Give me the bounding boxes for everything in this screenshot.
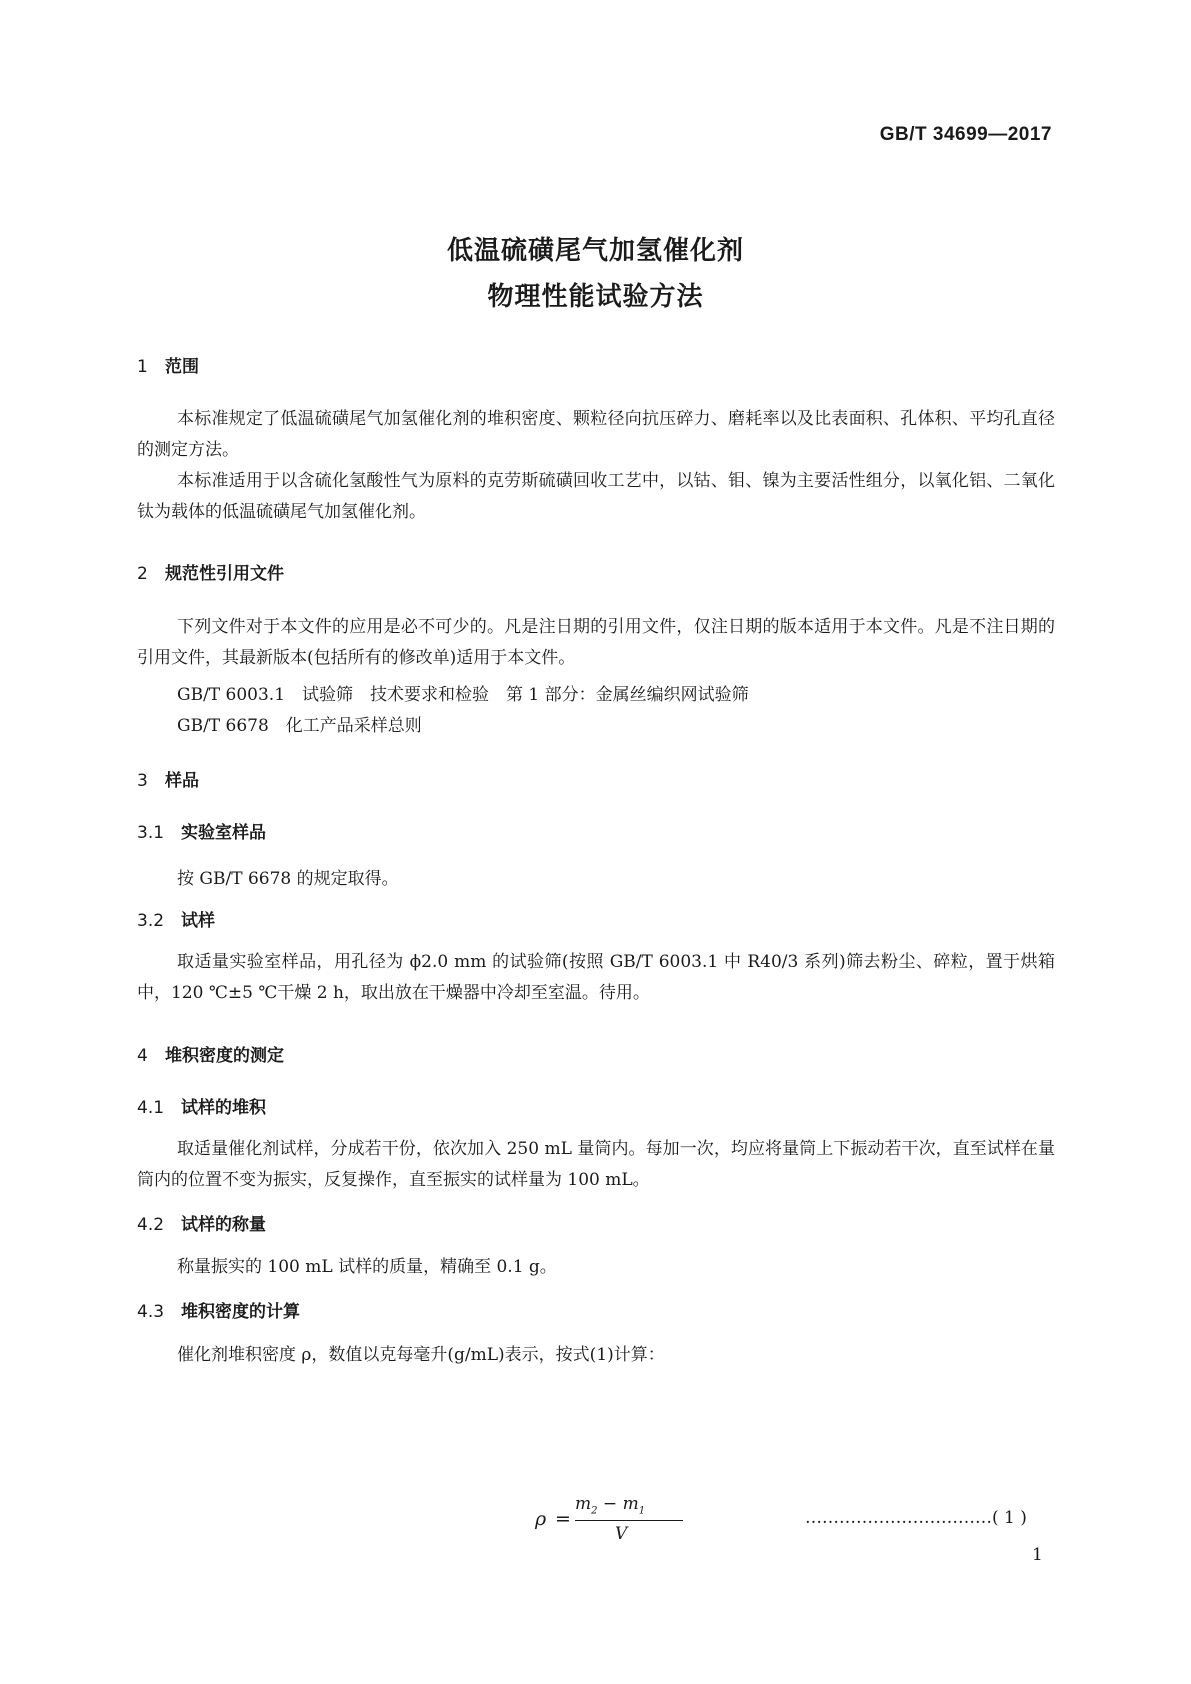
formula-number: ……………………………( 1 ) <box>805 1508 1027 1528</box>
section-3-2-paragraph: 取适量实验室样品，用孔径为 ϕ2.0 mm 的试验筛(按照 GB/T 6003.1 中 R40/3 系列)筛去粉尘、碎粒，置于烘箱中，120 ℃±5 ℃干燥 2 h，取出放在干燥器中冷却至室温。待用。 <box>137 952 1055 1003</box>
section-1-paragraph-1: 本标准规定了低温硫磺尾气加氢催化剂的堆积密度、颗粒径向抗压碎力、磨耗率以及比表面积、孔体积、平均孔直径的测定方法。 <box>137 409 1055 460</box>
section-3-2-heading: 3.2 试样 <box>137 911 215 931</box>
section-3-1-paragraph: 按 GB/T 6678 的规定取得。 <box>177 869 399 889</box>
formula-denominator: V <box>615 1524 628 1544</box>
section-3-1-heading: 3.1 实验室样品 <box>137 823 266 843</box>
section-4-2-heading: 4.2 试样的称量 <box>137 1215 266 1235</box>
section-4-3-paragraph: 催化剂堆积密度 ρ，数值以克每毫升(g/mL)表示，按式(1)计算： <box>177 1345 665 1365</box>
reference-gbt-6003-1: GB/T 6003.1 试验筛 技术要求和检验 第 1 部分：金属丝编织网试验筛 <box>177 685 749 705</box>
document-title-line1: 低温硫磺尾气加氢催化剂 <box>446 236 744 266</box>
section-4-2-paragraph: 称量振实的 100 mL 试样的质量，精确至 0.1 g。 <box>177 1257 557 1277</box>
section-4-heading: 4 堆积密度的测定 <box>137 1046 284 1066</box>
section-4-1-heading: 4.1 试样的堆积 <box>137 1098 266 1118</box>
formula-rho: ρ <box>535 1508 547 1530</box>
document-title-line2: 物理性能试验方法 <box>487 282 704 312</box>
formula-numerator: $m_2 - m_1$ <box>575 1494 646 1517</box>
section-2-heading: 2 规范性引用文件 <box>137 564 284 584</box>
section-2-paragraph: 下列文件对于本文件的应用是必不可少的。凡是注日期的引用文件，仅注日期的版本适用于本文件。凡是不注日期的引用文件，其最新版本(包括所有的修改单)适用于本文件。 <box>137 617 1055 668</box>
reference-gbt-6678: GB/T 6678 化工产品采样总则 <box>177 716 422 736</box>
section-1-heading: 1 范围 <box>137 357 199 377</box>
section-3-heading: 3 样品 <box>137 771 199 791</box>
standard-code: GB/T 34699—2017 <box>879 124 1052 145</box>
section-1-paragraph-2: 本标准适用于以含硫化氢酸性气为原料的克劳斯硫磺回收工艺中，以钴、钼、镍为主要活性组分，以氧化铝、二氧化钛为载体的低温硫磺尾气加氢催化剂。 <box>137 471 1055 522</box>
section-4-3-heading: 4.3 堆积密度的计算 <box>137 1302 300 1322</box>
page-number: 1 <box>1032 1545 1043 1565</box>
formula-fraction-bar <box>575 1520 683 1521</box>
section-4-1-paragraph: 取适量催化剂试样，分成若干份，依次加入 250 mL 量筒内。每加一次，均应将量筒上下振动若干次，直至试样在量筒内的位置不变为振实，反复操作，直至振实的试样量为 100 mL。 <box>137 1139 1055 1190</box>
formula-equals: = <box>555 1508 571 1530</box>
